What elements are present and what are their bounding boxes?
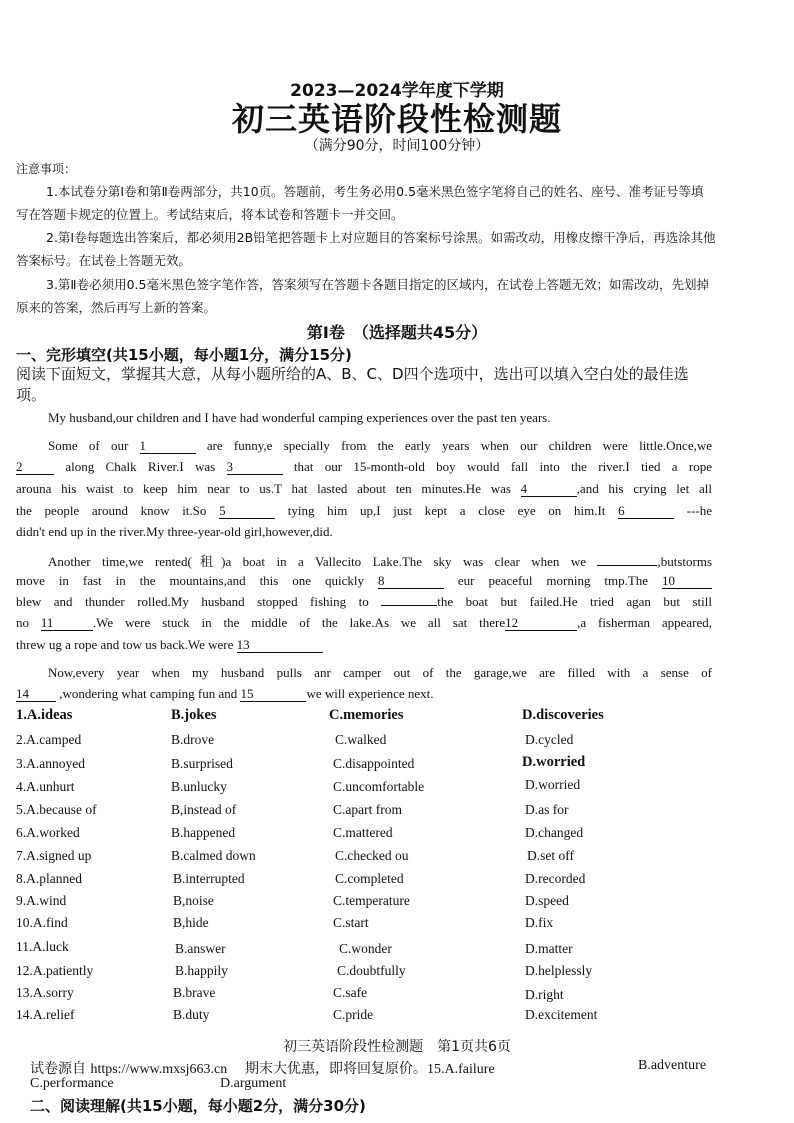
option[interactable]: D.as for (525, 802, 569, 817)
option[interactable]: D.recorded (525, 871, 586, 886)
passage-line: move in fast in the mountains,and this one quickly 8 eur peaceful morning tmp.The 10 (16, 573, 712, 589)
option[interactable]: C.safe (333, 985, 368, 1000)
passage-line: threw ug a rope and tow us back.We were 13 (16, 637, 712, 653)
option[interactable]: D.speed (525, 893, 569, 908)
option[interactable]: D.set off (527, 848, 574, 863)
passage-line: 2 along Chalk River.I was 3 that our 15-month-old boy would fall into the river.I tied a rope (16, 459, 712, 474)
exam-title: 初三英语阶段性检测题 (231, 100, 562, 138)
option[interactable]: B.unlucky (171, 779, 227, 794)
option[interactable]: D.right (525, 987, 564, 1002)
blank: 1 (140, 439, 196, 454)
option[interactable]: B.duty (173, 1007, 210, 1022)
option[interactable]: 14.A.relief (16, 1007, 75, 1022)
option[interactable]: C.start (333, 915, 369, 930)
note-item: 3.第Ⅱ卷必须用0.5毫米黑色签字笔作答，答案须写在答题卡各题目指定的区域内，在试卷上答题无效；如需改动，先划掉原来的答案，然后再写上新的答案。 (16, 277, 709, 315)
blank (597, 565, 657, 566)
option[interactable]: 6.A.worked (16, 825, 80, 840)
option[interactable]: 10.A.find (16, 915, 68, 930)
option[interactable]: 4.A.unhurt (16, 779, 75, 794)
option[interactable]: C.mattered (333, 825, 393, 840)
option[interactable]: B.happily (175, 963, 228, 978)
blank: 15 (240, 687, 306, 702)
option[interactable]: 8.A.planned (16, 871, 82, 886)
blank: 10 (662, 574, 712, 589)
option[interactable]: D.discoveries (522, 707, 604, 723)
instruction: 阅读下面短文，掌握其大意，从每小题所给的A、B、C、D四个选项中，选出可以填入空白处的最佳选项。 (16, 365, 689, 404)
option[interactable]: C.disappointed (333, 756, 415, 771)
option[interactable]: D.worried (525, 777, 581, 792)
passage-line: arouna his waist to keep him near to us.T hat lasted about ten minutes.He was 4 ,and his crying let all (16, 481, 713, 496)
blank (381, 605, 437, 606)
option[interactable]: B.calmed down (171, 848, 256, 863)
passage-line: My husband,our children and I have had wonderful camping experiences over the past ten years. (48, 410, 551, 425)
source-link[interactable]: https://www.mxsj663.cn (90, 1062, 228, 1077)
blank: 14 (16, 687, 56, 702)
option[interactable]: 11.A.luck (16, 939, 69, 954)
option[interactable]: D.worried (522, 754, 586, 770)
blank: 11 (41, 616, 93, 631)
passage-line: Some of our 1 are funny,e specially from the early years when our children were little.Once,we (48, 438, 713, 453)
option[interactable]: 15.A.failure (427, 1062, 495, 1077)
passage-line: no 11 .We were stuck in the middle of the lake.As we all sat there12 ,a fisherman appeared, (16, 615, 713, 630)
option[interactable]: C.uncomfortable (333, 779, 425, 794)
passage-line: blew and thunder rolled.My husband stopped fishing to the boat but failed.He tried agan but still (16, 594, 712, 609)
option[interactable]: C.apart from (333, 802, 402, 817)
option[interactable]: 7.A.signed up (16, 848, 92, 863)
option[interactable]: B.brave (173, 985, 216, 1000)
option[interactable]: B.drove (171, 732, 215, 747)
notes-heading: 注意事项： (16, 162, 77, 176)
option[interactable]: B,hide (173, 915, 209, 930)
option[interactable]: 3.A.annoyed (16, 756, 85, 771)
option[interactable]: C.wonder (339, 941, 392, 956)
option[interactable]: C.completed (335, 871, 404, 886)
blank: 12 (505, 616, 577, 631)
part-heading: 一、完形填空(共15小题，每小题1分，满分15分) (16, 346, 352, 364)
option[interactable]: B.interrupted (173, 871, 245, 886)
option[interactable]: D.excitement (525, 1007, 598, 1022)
option[interactable]: D.fix (525, 915, 554, 930)
part-heading: 二、阅读理解(共15小题，每小题2分，满分30分) (30, 1097, 366, 1115)
option[interactable]: C.checked ou (335, 848, 409, 863)
option[interactable]: D.cycled (525, 732, 574, 747)
option[interactable]: D.changed (525, 825, 584, 840)
option[interactable]: C.memories (329, 707, 404, 723)
passage-line: the people around know it.So 5 tying him up,I just kept a close eye on him.It 6 ---he (16, 503, 712, 518)
option[interactable]: D.argument (220, 1076, 287, 1091)
note-item: 1.本试卷分第Ⅰ卷和第Ⅱ卷两部分，共10页。答题前，考生务必用0.5毫米黑色签字笔将自己的姓名、座号、准考证号等填写在答题卡规定的位置上。考试结束后，将本试卷和答题卡一并交回。 (16, 184, 704, 222)
option[interactable]: D.matter (525, 941, 573, 956)
note-item: 2.第Ⅰ卷每题选出答案后，都必须用2B铅笔把答题卡上对应题目的答案标号涂黑。如需改动，用橡皮擦干净后，再选涂其他答案标号。在试卷上答题无效。 (16, 230, 716, 268)
option[interactable]: 2.A.camped (16, 732, 82, 747)
option[interactable]: 1.A.ideas (16, 707, 73, 723)
option[interactable]: 12.A.patiently (16, 963, 94, 978)
passage-line: 14 ,wondering what camping fun and 15 we will experience next. (16, 686, 434, 701)
blank: 2 (16, 460, 54, 475)
page-footer: 初三英语阶段性检测题 第1页共6页 (283, 1039, 511, 1055)
passage-line: didn't end up in the river.My three-year-old girl,however,did. (16, 524, 333, 539)
option[interactable]: 9.A.wind (16, 893, 67, 908)
passage-line: Another time,we rented(租)a boat in a Vallecito Lake.The sky was clear when we ,butstorms (48, 554, 713, 569)
blank: 5 (219, 504, 275, 519)
blank: 4 (521, 482, 577, 497)
option[interactable]: C.walked (335, 732, 387, 747)
option[interactable]: B.surprised (171, 756, 233, 771)
option[interactable]: B,instead of (171, 802, 237, 817)
option[interactable]: C.performance (30, 1076, 114, 1091)
option[interactable]: B.happened (171, 825, 236, 840)
option[interactable]: C.doubtfully (337, 963, 406, 978)
option[interactable]: C.pride (333, 1007, 374, 1022)
option[interactable]: B.jokes (171, 707, 217, 723)
blank: 6 (618, 504, 674, 519)
blank: 13 (237, 638, 323, 653)
blank: 8 (378, 574, 444, 589)
exam-subtitle: （满分90分，时间100分钟） (304, 138, 490, 154)
option[interactable]: B,noise (173, 893, 214, 908)
blank: 3 (227, 460, 283, 475)
option[interactable]: B.adventure (638, 1058, 707, 1073)
source-line: 试卷源自 https://www.mxsj663.cn 期末大优惠，即将回复原价。15.A.failure (30, 1061, 495, 1077)
option[interactable]: 5.A.because of (16, 802, 97, 817)
option[interactable]: D.helplessly (525, 963, 593, 978)
option[interactable]: C.temperature (333, 893, 410, 908)
passage-line: Now,every year when my husband pulls anr camper out of the garage,we are filled with a sense of (48, 665, 712, 680)
option[interactable]: B.answer (175, 941, 226, 956)
section-title: 第Ⅰ卷 （选择题共45分） (306, 323, 488, 342)
exam-year: 2023—2024学年度下学期 (290, 81, 504, 101)
option[interactable]: 13.A.sorry (16, 985, 74, 1000)
